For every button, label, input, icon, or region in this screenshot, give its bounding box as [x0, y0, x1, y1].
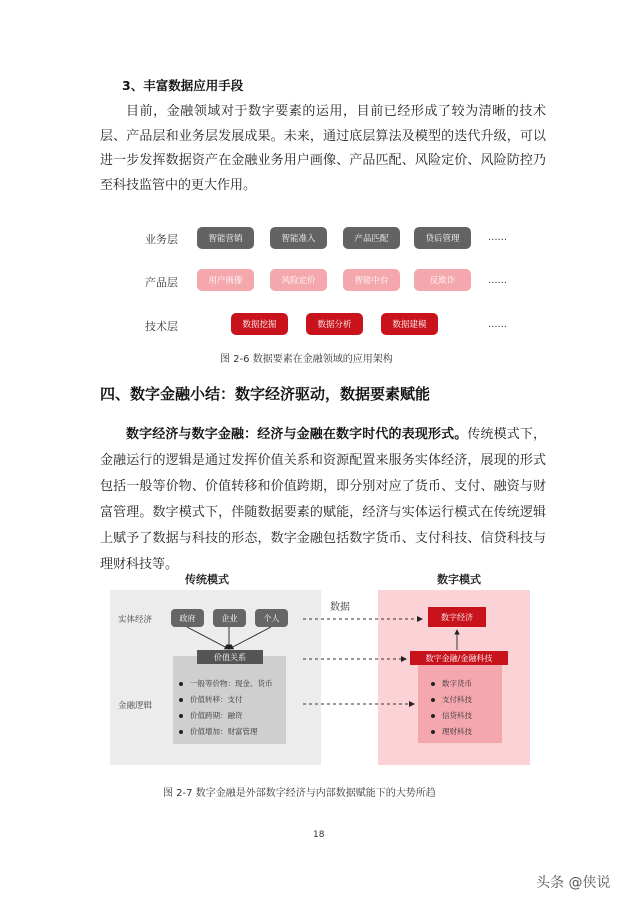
digital-economy-box: 数字经济 [428, 607, 486, 627]
more-dots-business: ...... [488, 232, 508, 243]
paragraph-2-bold: 数字经济与数字金融：经济与金融在数字时代的表现形式。 [126, 427, 468, 442]
pill-risk-pricing: 风险定价 [270, 269, 327, 291]
section-3-heading: 3、丰富数据应用手段 [122, 78, 244, 93]
digital-list [430, 676, 472, 740]
watermark: 头条 @侠说 [536, 875, 611, 891]
pill-smart-marketing: 智能营销 [197, 227, 254, 249]
paragraph-1: 目前，金融领域对于数字要素的运用，目前已经形成了较为清晰的技术层、产品层和业务层发展成果。未来，通过底层算法及模型的迭代升级，可以进一步发挥数据资产在金融业务用户画像、产品匹配、风险定价、风险防控乃至科技监管中的更大作用。 [100, 104, 546, 193]
pill-user-profile: 用户画像 [197, 269, 254, 291]
entity-individual: 个人 [255, 609, 288, 627]
pill-product-match: 产品匹配 [343, 227, 400, 249]
arrow-gov-to-value [187, 627, 229, 649]
finance-logic-label: 金融逻辑 [118, 701, 153, 711]
real-economy-label: 实体经济 [118, 615, 153, 625]
list-item: 理财科技 [430, 724, 472, 740]
value-relation-header: 价值关系 [197, 650, 263, 664]
list-item: 支付科技 [430, 692, 472, 708]
arrow-ind-to-value [229, 627, 271, 649]
layer-label-product: 产品层 [145, 276, 178, 289]
list-item: 数字货币 [430, 676, 472, 692]
list-item: 价值增加：财富管理 [178, 724, 273, 740]
pill-data-analysis: 数据分析 [306, 313, 363, 335]
data-arrow-label: 数据 [330, 602, 350, 613]
more-dots-tech: ...... [488, 319, 508, 330]
list-item: 一般等价物：现金、货币 [178, 676, 273, 692]
paragraph-2-rest: 传统模式下，金融运行的逻辑是通过发挥价值关系和资源配置来服务实体经济，展现的形式包括一般等价物、价值转移和价值跨期，即分别对应了货币、支付、融资与财富管理。数字模式下，伴随数据要素的赋能，经济与实体运行模式在传统逻辑上赋予了数据与科技的形态，数字金融包括数字货币、支付科技、信贷科技与理财科技等。 [100, 427, 546, 572]
pill-anti-fraud: 反欺诈 [414, 269, 471, 291]
pill-smart-access: 智能准入 [270, 227, 327, 249]
entity-enterprise: 企业 [213, 609, 246, 627]
traditional-mode-title: 传统模式 [185, 573, 229, 586]
pill-data-modeling: 数据建模 [381, 313, 438, 335]
figure-2-6-caption: 图 2-6 数据要素在金融领域的应用架构 [220, 354, 393, 365]
list-item: 价值跨期：融资 [178, 708, 273, 724]
list-item: 价值转移：支付 [178, 692, 273, 708]
pill-post-loan: 贷后管理 [414, 227, 471, 249]
section-4-heading: 四、数字金融小结：数字经济驱动，数据要素赋能 [100, 385, 431, 403]
digital-finance-header: 数字金融/金融科技 [410, 651, 508, 665]
layer-label-business: 业务层 [145, 233, 178, 246]
pill-data-mining: 数据挖掘 [231, 313, 288, 335]
entity-government: 政府 [171, 609, 204, 627]
list-item: 信贷科技 [430, 708, 472, 724]
pill-smart-middle: 智能中台 [343, 269, 400, 291]
digital-mode-title: 数字模式 [437, 573, 481, 586]
page-number: 18 [313, 830, 325, 840]
more-dots-product: ...... [488, 275, 508, 286]
layer-label-tech: 技术层 [145, 320, 178, 333]
figure-2-7-caption: 图 2-7 数字金融是外部数字经济与内部数据赋能下的大势所趋 [163, 788, 436, 799]
